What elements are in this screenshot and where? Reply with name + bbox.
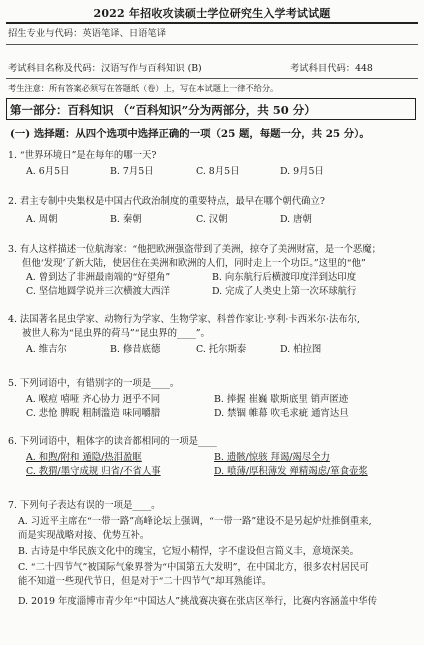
option-c: C. 教猬/墨守成规 归省/不省人事 <box>26 466 161 477</box>
option-a: A. 6月5日 <box>26 166 70 177</box>
option-c: C. 8月5日 <box>196 166 240 177</box>
question-4-cont: 被世人称为“昆虫界的荷马”“昆虫界的____”。 <box>22 328 210 339</box>
option-d: D. 唐朝 <box>280 214 312 225</box>
option-a-cont: 而是实现战略对接、优势互补。 <box>18 530 150 541</box>
option-b: B. 古诗是中华民族文化中的瑰宝，它短小精悍，字不虚设但言简义丰，意境深美。 <box>18 546 359 557</box>
option-a: A. 和煦/附和 遁隐/热泪盈眶 <box>26 452 142 463</box>
question-3-cont: 但他‘发现’了新大陆，使居住在美洲和欧洲的人们，同时走上一个功臣。”这里的“他” <box>22 258 366 269</box>
major-label: 招生专业与代码：英语笔译、日语笔译 <box>8 28 167 39</box>
question-7: 7. 下列句子表达有误的一项是____。 <box>8 500 161 511</box>
option-c: C. 汉朝 <box>196 214 228 225</box>
subject-code: 考试科目代码：448 <box>290 63 373 74</box>
option-d: D. 喷薄/厚积薄发 殚精竭虑/箪食壶浆 <box>214 466 368 477</box>
option-a: A. 周朝 <box>26 214 58 225</box>
option-a: A. 维吉尔 <box>26 344 67 355</box>
option-c: C. “二十四节气”被国际气象界誉为“中国第五大发明”，在中国北方，很多农村居民可 <box>18 562 369 573</box>
option-a: A. 喉痘 嘻哑 齐心协力 迥乎不同 <box>26 394 161 405</box>
question-2: 2. 君主专制中央集权是中国古代政治制度的重要特点，最早在哪个朝代确立? <box>8 196 325 207</box>
exam-notice: 考生注意：所有答案必须写在答题纸（卷）上，写在本试题上一律不给分。 <box>8 83 279 93</box>
part-title: 第一部分：百科知识 （“百科知识”分为两部分，共 50 分） <box>10 103 316 117</box>
divider <box>6 78 418 79</box>
question-1: 1. “世界环境日”是在每年的哪一天? <box>8 150 157 161</box>
option-d: D. 禁锢 帷幕 吹毛求疵 通宵达旦 <box>214 408 349 419</box>
question-4: 4. 法国著名昆虫学家、动物行为学家、生物学家、科普作家让·亨利·卡西米尔·法布尔, <box>8 314 360 325</box>
question-3: 3. 有人这样描述一位航海家：“他把欧洲强盗带到了美洲，掠夺了美洲财富，是一个恶魔； <box>8 244 381 255</box>
option-b: B. 捧握 崔巍 歇斯底里 销声匿迹 <box>214 394 349 405</box>
divider <box>6 44 418 45</box>
option-a: A. 曾到达了非洲最南端的“好望角” <box>26 272 171 283</box>
option-c-cont: 能不知道一些现代节日，但是对于“二十四节气”却耳熟能详。 <box>18 576 272 587</box>
option-a: A. 习近平主席在“一带一路”高峰论坛上强调，“一带一路”建设不是另起炉灶推倒重来, <box>18 516 372 527</box>
option-c: C. 悲怆 脾睨 粗制滥造 味同嚼腊 <box>26 408 161 419</box>
option-b: B. 向东航行后横渡印度洋到达印度 <box>212 272 357 283</box>
option-b: B. 7月5日 <box>110 166 154 177</box>
divider <box>6 22 418 24</box>
section-title: (一) 选择题：从四个选项中选择正确的一项（25 题，每题一分，共 25 分）。 <box>10 128 370 140</box>
exam-title: 2022 年招收攻读硕士学位研究生入学考试试题 <box>93 7 331 20</box>
option-c: C. 托尔斯泰 <box>196 344 247 355</box>
option-b: B. 修昔底德 <box>110 344 161 355</box>
subject-label: 考试科目名称及代码：汉语写作与百科知识 (B) <box>8 63 202 74</box>
question-6: 6. 下列词语中，粗体字的读音都相同的一项是____ <box>8 436 217 447</box>
option-d: D. 2019 年度淄博市青少年“中国达人”挑战赛决赛在张店区举行，比赛内容涵盖中华传 <box>18 596 377 607</box>
option-b: B. 遗骸/惊骇 拜谒/竭尽全力 <box>214 452 330 463</box>
option-d: D. 完成了人类史上第一次环球航行 <box>212 286 357 297</box>
question-5: 5. 下列词语中，有错别字的一项是____。 <box>8 378 180 389</box>
option-d: D. 柏拉图 <box>280 344 322 355</box>
option-d: D. 9月5日 <box>280 166 324 177</box>
option-c: C. 坚信地圆学说并三次横渡大西洋 <box>26 286 171 297</box>
option-b: B. 秦朝 <box>110 214 142 225</box>
